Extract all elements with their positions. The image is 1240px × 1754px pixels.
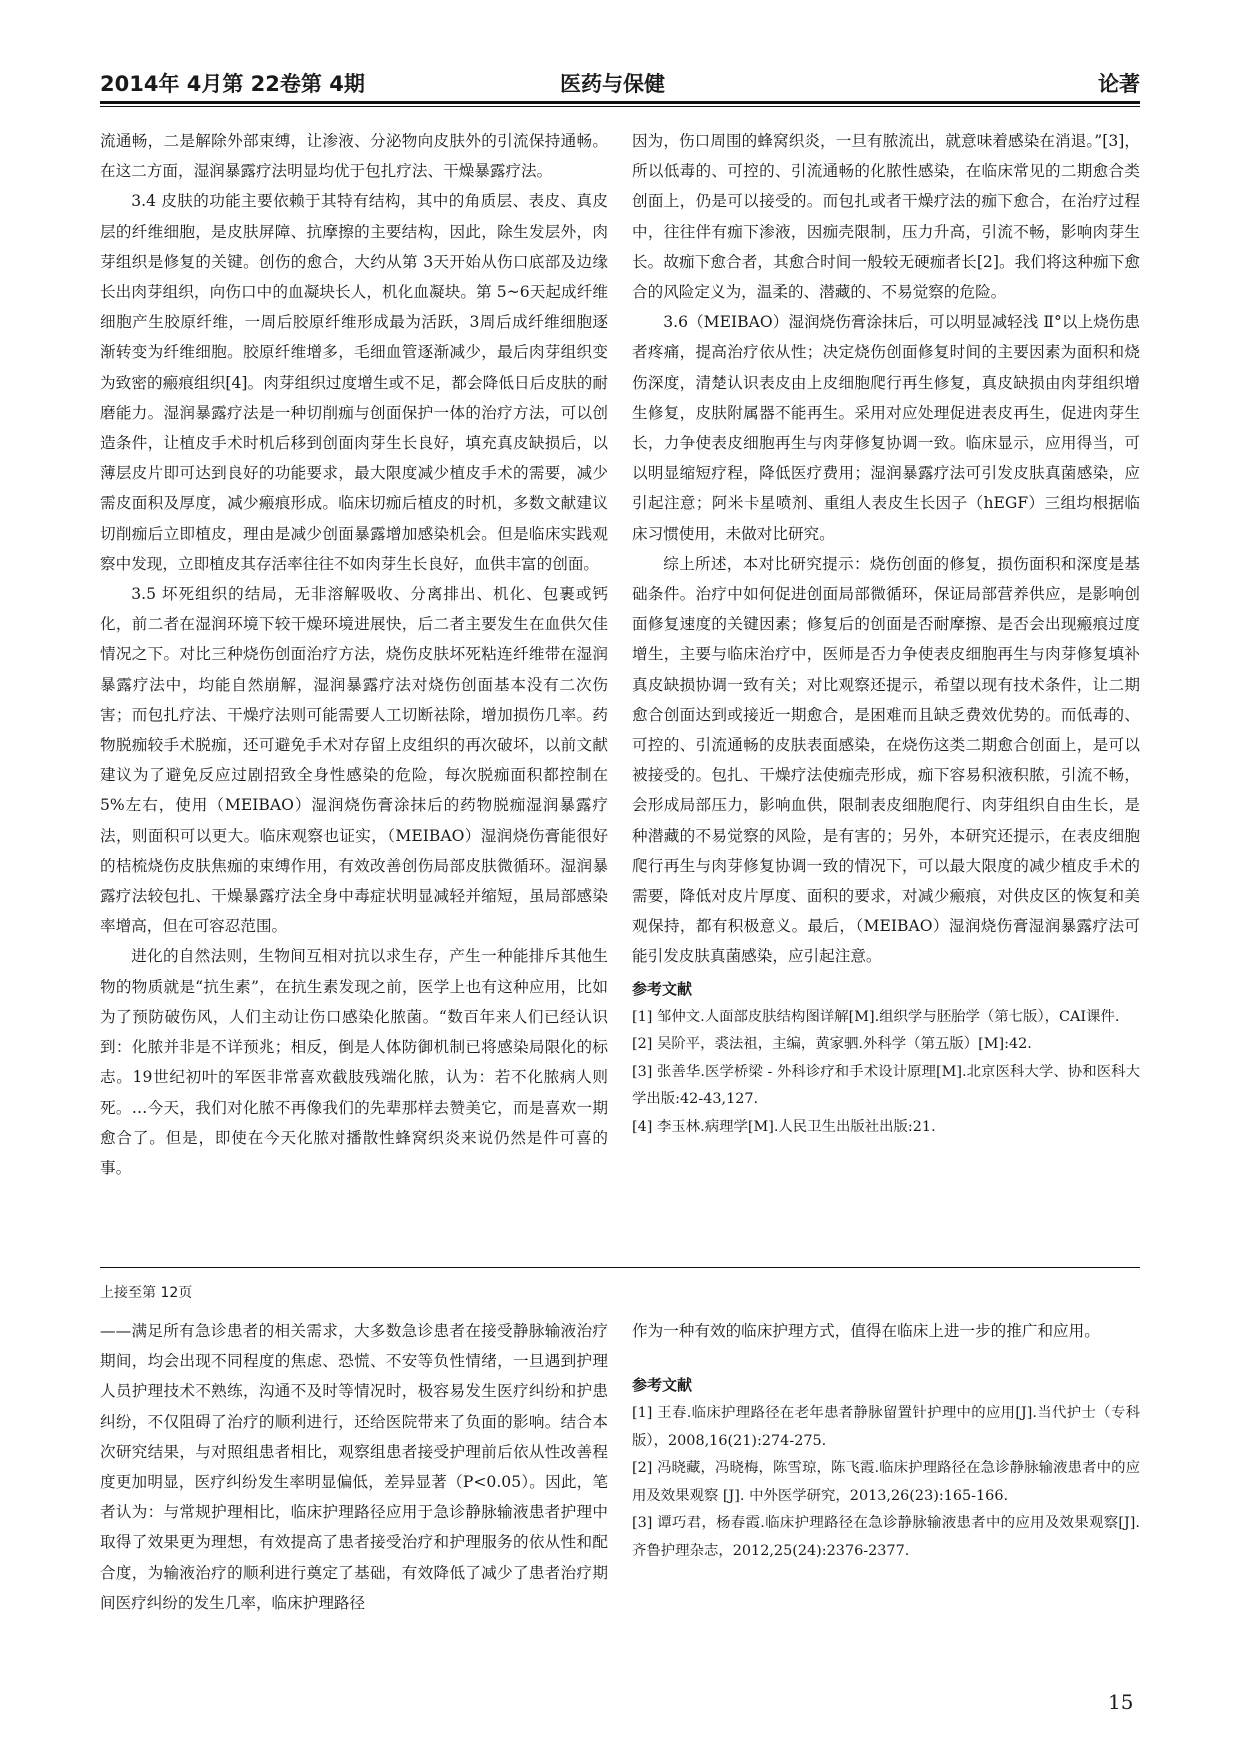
- column-right-lower: [632, 1316, 1140, 1565]
- page-number: 15: [1108, 1690, 1134, 1714]
- paragraph: 作为一种有效的临床护理方式，值得在临床上进一步的推广和应用。: [632, 1322, 1100, 1340]
- reference-item: [4] 李玉林.病理学[M].人民卫生出版社出版:21.: [632, 1118, 936, 1135]
- paragraph-section-3-4: 3.4 皮肤的功能主要依赖于其特有结构，其中的角质层、表皮、真皮层的纤维细胞，是皮肤屏障、抗摩擦的主要结构，因此，除生发层外，肉芽组织是修复的关键。创伤的愈合，大约从第 3天开始从伤口底部及边缘长出肉芽组织，向伤口中的血凝块长人，机化血凝块。第 5~6天起成纤维细胞产生胶原纤维，一周后胶原纤维形成最为活跃，3周后成纤维细胞逐渐转变为纤维细胞。胶原纤维增多，毛细血管逐渐减少，最后肉芽组织变为致密的瘢痕组织[4]。肉芽组织过度增生或不足，都会降低日后皮肤的耐磨能力。湿润暴露疗法是一种切削痂与创面保护一体的治疗方法，可以创造条件，让植皮手术时机后移到创面肉芽生长良好，填充真皮缺损后，以薄层皮片即可达到良好的功能要求，最大限度减少植皮手术的需要，减少需皮面积及厚度，减少瘢痕形成。临床切痂后植皮的时机，多数文献建议切削痂后立即植皮，理由是减少创面暴露增加感染机会。但是临床实践观察中发现，立即植皮其存活率往往不如肉芽生长良好，血供丰富的创面。: [100, 192, 608, 573]
- paragraph: 因为，伤口周围的蜂窝织炎，一旦有脓流出，就意味着感染在消退。”[3]，所以低毒的、可控的、引流通畅的化脓性感染，在临床常见的二期愈合类创面上，仍是可以接受的。而包扎或者干燥疗法的痂下愈合，在治疗过程中，往往伴有痂下渗液，因痂壳限制，压力升高，引流不畅，影响肉芽生长。故痂下愈合者，其愈合时间一般较无硬痂者长[2]。我们将这种痂下愈合的风险定义为，温柔的、潜藏的、不易觉察的危险。: [632, 132, 1140, 302]
- paragraph-section-3-5: 3.5 坏死组织的结局，无非溶解吸收、分离排出、机化、包裹或钙化，前二者在湿润环境下较干燥环境进展快，后二者主要发生在血供欠佳情况之下。对比三种烧伤创面治疗方法，烧伤皮肤坏死粘连纤维带在湿润暴露疗法中，均能自然崩解，湿润暴露疗法对烧伤创面基本没有二次伤害；而包扎疗法、干燥疗法则可能需要人工切断祛除，增加损伤几率。药物脱痂较手术脱痂，还可避免手术对存留上皮组织的再次破坏，以前文献建议为了避免反应过剧招致全身性感染的危险，每次脱痂面积都控制在 5%左右，使用（MEIBAO）湿润烧伤膏涂抹后的药物脱痂湿润暴露疗法，则面积可以更大。临床观察也证实，（MEIBAO）湿润烧伤膏能很好的桔梳烧伤皮肤焦痂的束缚作用，有效改善创伤局部皮肤微循环。湿润暴露疗法较包扎、干燥暴露疗法全身中毒症状明显减轻并缩短，虽局部感染率增高，但在可容忍范围。: [100, 585, 608, 936]
- column-left-lower: [100, 1316, 608, 1618]
- reference-item: [2] 吴阶平，裘法祖，主编，黄家驷.外科学（第五版）[M]:42.: [632, 1036, 1032, 1053]
- paragraph: 进化的自然法则，生物间互相对抗以求生存，产生一种能排斥其他生物的物质就是“抗生素”，在抗生素发现之前，医学上也有这种应用，比如为了预防破伤风，人们主动让伤口感染化脓菌。“数百年来人们已经认识到：化脓并非是不详预兆；相反，倒是人体防御机制已将感染局限化的标志。19世纪初叶的军医非常喜欢截肢残端化脓，认为：若不化脓病人则死。…今天，我们对化脓不再像我们的先辈那样去赞美它，而是喜欢一期愈合了。但是，即使在今天化脓对播散性蜂窝织炎来说仍然是件可喜的事。: [100, 947, 608, 1177]
- section-label: 论著: [1098, 72, 1140, 96]
- reference-item: [3] 谭巧君，杨春霞.临床护理路径在急诊静脉输液患者中的应用及效果观察[J].齐鲁护理杂志，2012,25(24):2376-2377.: [632, 1515, 1140, 1559]
- paragraph-section-3-6: 3.6（MEIBAO）湿润烧伤膏涂抹后，可以明显减轻浅 Ⅱ°以上烧伤患者疼痛，提高治疗依从性；决定烧伤创面修复时间的主要因素为面积和烧伤深度，清楚认识表皮由上皮细胞爬行再生修复，真皮缺损由肉芽组织增生修复，皮肤附属器不能再生。采用对应处理促进表皮再生，促进肉芽生长，力争使表皮细胞再生与肉芽修复协调一致。临床显示，应用得当，可以明显缩短疗程，降低医疗费用；湿润暴露疗法可引发皮肤真菌感染，应引起注意；阿米卡星喷剂、重组人表皮生长因子（hEGF）三组均根据临床习惯使用，未做对比研究。: [632, 313, 1140, 543]
- paragraph: 流通畅，二是解除外部束缚，让渗液、分泌物向皮肤外的引流保持通畅。在这二方面，湿润暴露疗法明显均优于包扎疗法、干燥暴露疗法。: [100, 132, 608, 181]
- paragraph-conclusion: 综上所述，本对比研究提示：烧伤创面的修复，损伤面积和深度是基础条件。治疗中如何促进创面局部微循环，保证局部营养供应，是影响创面修复速度的关键因素；修复后的创面是否耐摩擦、是否会出现瘢痕过度增生，主要与临床治疗中，医师是否力争使表皮细胞再生与肉芽修复填补真皮缺损协调一致有关；对比观察还提示，希望以现有技术条件，让二期愈合创面达到或接近一期愈合，是困难而且缺乏费效优势的。而低毒的、可控的、引流通畅的皮肤表面感染，在烧伤这类二期愈合创面上，是可以被接受的。包扎、干燥疗法使痂壳形成，痂下容易积液积脓，引流不畅，会形成局部压力，影响血供，限制表皮细胞爬行、肉芽组织自由生长，是种潜藏的不易觉察的风险，是有害的；另外，本研究还提示，在表皮细胞爬行再生与肉芽修复协调一致的情况下，可以最大限度的减少植皮手术的需要，降低对皮片厚度、面积的要求，对减少瘢痕，对供皮区的恢复和美观保持，都有积极意义。最后，（MEIBAO）湿润烧伤膏湿润暴露疗法可能引发皮肤真菌感染，应引起注意。: [632, 554, 1140, 966]
- paragraph: ——满足所有急诊患者的相关需求，大多数急诊患者在接受静脉输液治疗期间，均会出现不同程度的焦虑、恐慌、不安等负性情绪，一旦遇到护理人员护理技术不熟练，沟通不及时等情况时，极容易发生医疗纠纷和护患纠纷，不仅阻碍了治疗的顺利进行，还给医院带来了负面的影响。结合本次研究结果，与对照组患者相比，观察组患者接受护理前后依从性改善程度更加明显，医疗纠纷发生率明显偏低，差异显著（P<0.05）。因此，笔者认为：与常规护理相比，临床护理路径应用于急诊静脉输液患者护理中取得了效果更为理想，有效提高了患者接受治疗和护理服务的依从性和配合度，为输液治疗的顺利进行奠定了基础，有效降低了减少了患者治疗期间医疗纠纷的发生几率，临床护理路径: [100, 1322, 608, 1612]
- references-title: 参考文献: [632, 1376, 693, 1395]
- journal-issue: 2014年 4月第 22卷第 4期: [100, 72, 365, 96]
- reference-item: [3] 张善华.医学桥梁 - 外科诊疗和手术设计原理[M].北京医科大学、协和医科大学出版:42-43,127.: [632, 1063, 1140, 1108]
- section-divider: [100, 1267, 1140, 1268]
- journal-title: 医药与保健: [560, 72, 665, 96]
- column-left-upper: [100, 126, 608, 1183]
- header-rule-thick: [100, 101, 1140, 104]
- column-right-upper: [632, 126, 1140, 1141]
- references-title: 参考文献: [632, 979, 693, 998]
- running-header: [100, 68, 1140, 104]
- reference-item: [1] 王春.临床护理路径在老年患者静脉留置针护理中的应用[J].当代护士（专科版），2008,16(21):274-275.: [632, 1405, 1140, 1449]
- header-rule-thin: [100, 106, 1140, 107]
- continued-note: 上接至第 12页: [100, 1285, 193, 1301]
- reference-item: [1] 邹仲文.人面部皮肤结构图详解[M].组织学与胚胎学（第七版），CAI课件.: [632, 1008, 1120, 1025]
- reference-item: [2] 冯晓藏，冯晓梅，陈雪琼，陈飞霞.临床护理路径在急诊静脉输液患者中的应用及效果观察 [J]. 中外医学研究，2013,26(23):165-166.: [632, 1460, 1140, 1504]
